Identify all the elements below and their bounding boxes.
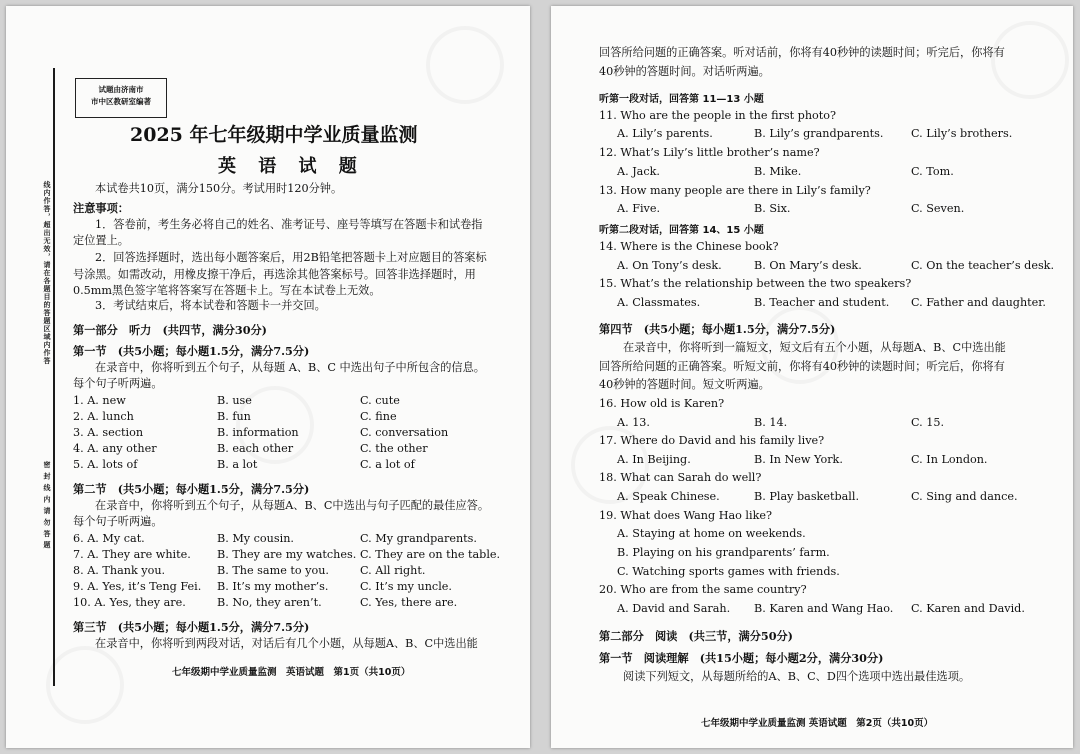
option-c: C. They are on the table. bbox=[360, 548, 501, 561]
option-c: C. Father and daughter. bbox=[911, 296, 1046, 309]
continued-instruction: 40秒钟的答题时间。对话听两遍。 bbox=[599, 65, 770, 78]
note-line: 2．回答选择题时，选出每小题答案后，用2B铅笔把答题卡上对应题目的答案标 bbox=[95, 251, 487, 264]
exam-page-1 bbox=[6, 6, 530, 748]
option-c: C. cute bbox=[360, 394, 400, 407]
option-a: A. Classmates. bbox=[617, 296, 701, 309]
option-a: 3. A. section bbox=[73, 426, 144, 439]
option-b: B. They are my watches. bbox=[217, 548, 357, 561]
option-a: 5. A. lots of bbox=[73, 458, 138, 471]
option-c: C. 15. bbox=[911, 416, 945, 429]
option-b: B. Karen and Wang Hao. bbox=[754, 602, 894, 615]
option-b: B. Play basketball. bbox=[754, 490, 859, 503]
question-13: 13. How many people are there in Lily’s family? bbox=[599, 184, 871, 197]
watermark-icon bbox=[426, 26, 504, 104]
option-b: B. a lot bbox=[217, 458, 258, 471]
option-c: C. My grandparents. bbox=[360, 532, 477, 545]
option-a: A. Five. bbox=[617, 202, 661, 215]
option-c: C. fine bbox=[360, 410, 397, 423]
exam-page-2 bbox=[551, 6, 1073, 748]
option-b: B. The same to you. bbox=[217, 564, 329, 577]
option-c: C. Seven. bbox=[911, 202, 965, 215]
section1-title: 第一节 (共5小题；每小题1.5分，满分7.5分) bbox=[73, 344, 310, 358]
option-a: A. Lily’s parents. bbox=[617, 127, 713, 140]
section2-title: 第二节 (共5小题；每小题1.5分，满分7.5分) bbox=[73, 482, 310, 496]
option-b: B. each other bbox=[217, 442, 294, 455]
option-b: B. No, they aren’t. bbox=[217, 596, 322, 609]
option-a: 10. A. Yes, they are. bbox=[73, 596, 186, 609]
option-b: B. use bbox=[217, 394, 252, 407]
section4-title: 第四节 (共5小题；每小题1.5分，满分7.5分) bbox=[599, 322, 836, 336]
notes-title: 注意事项： bbox=[73, 201, 129, 215]
continued-instruction: 回答所给问题的正确答案。听对话前，你将有40秒钟的读题时间；听完后，你将有 bbox=[599, 46, 1005, 59]
option-a: 9. A. Yes, it’s Teng Fei. bbox=[73, 580, 202, 593]
option-b: B. On Mary’s desk. bbox=[754, 259, 862, 272]
option-a: A. 13. bbox=[617, 416, 650, 429]
question-15: 15. What’s the relationship between the two speakers? bbox=[599, 277, 912, 290]
option-a: A. Speak Chinese. bbox=[617, 490, 720, 503]
watermark-icon bbox=[46, 646, 124, 724]
question-11: 11. Who are the people in the first photo? bbox=[599, 109, 837, 122]
option-b: B. Playing on his grandparents’ farm. bbox=[617, 546, 830, 559]
option-c: C. Tom. bbox=[911, 165, 954, 178]
note-line: 0.5mm黑色签字笔将答案写在答题卡上。写在本试卷上无效。 bbox=[73, 284, 381, 297]
watermark-icon bbox=[991, 21, 1069, 99]
option-c: C. the other bbox=[360, 442, 428, 455]
question-18: 18. What can Sarah do well? bbox=[599, 471, 762, 484]
section3-instruction: 在录音中，你将听到两段对话，对话后有几个小题，从每题A、B、C中选出能 bbox=[95, 637, 478, 650]
page-footer: 七年级期中学业质量监测 英语试题 第1页（共10页） bbox=[172, 667, 411, 678]
option-c: C. It’s my uncle. bbox=[360, 580, 452, 593]
option-b: B. Six. bbox=[754, 202, 791, 215]
exam-title: 2025 年七年级期中学业质量监测 bbox=[130, 124, 418, 146]
binding-notice-bottom: 密 封 线 内 请 勿 答 题 bbox=[43, 461, 51, 550]
option-b: B. Mike. bbox=[754, 165, 802, 178]
option-a: A. In Beijing. bbox=[617, 453, 691, 466]
binding-notice-top: 线内作答，超出无效，请在各题目的答题区域内作答 bbox=[43, 181, 51, 365]
option-a: 6. A. My cat. bbox=[73, 532, 145, 545]
section4-instruction: 40秒钟的答题时间。短文听两遍。 bbox=[599, 378, 770, 391]
option-a: 2. A. lunch bbox=[73, 410, 134, 423]
option-a: A. Jack. bbox=[617, 165, 660, 178]
part2-section1-title: 第一节 阅读理解 (共15小题；每小题2分，满分30分) bbox=[599, 651, 884, 665]
option-b: B. My cousin. bbox=[217, 532, 294, 545]
section1-instruction: 每个句子听两遍。 bbox=[73, 377, 163, 390]
option-b: B. 14. bbox=[754, 416, 788, 429]
option-a: A. Staying at home on weekends. bbox=[617, 527, 806, 540]
option-c: C. Sing and dance. bbox=[911, 490, 1018, 503]
conversation1-heading: 听第一段对话，回答第 11—13 小题 bbox=[599, 94, 764, 105]
option-a: A. David and Sarah. bbox=[617, 602, 731, 615]
note-line: 1．答卷前，考生务必将自己的姓名、准考证号、座号等填写在答题卡和试卷指 bbox=[95, 218, 483, 231]
option-c: C. On the teacher’s desk. bbox=[911, 259, 1055, 272]
section3-title: 第三节 (共5小题；每小题1.5分，满分7.5分) bbox=[73, 620, 310, 634]
question-16: 16. How old is Karen? bbox=[599, 397, 725, 410]
option-c: C. In London. bbox=[911, 453, 988, 466]
option-b: B. fun bbox=[217, 410, 251, 423]
part2-title: 第二部分 阅读 (共三节，满分50分) bbox=[599, 629, 793, 643]
publisher-stamp: 试题由济南市 市中区教研室编著 bbox=[75, 78, 167, 118]
option-b: B. In New York. bbox=[754, 453, 843, 466]
binding-line bbox=[53, 68, 55, 686]
part2-instruction: 阅读下列短文，从每题所给的A、B、C、D四个选项中选出最佳选项。 bbox=[623, 670, 971, 683]
part1-title: 第一部分 听力 (共四节，满分30分) bbox=[73, 323, 267, 337]
option-c: C. a lot of bbox=[360, 458, 415, 471]
option-c: C. All right. bbox=[360, 564, 426, 577]
question-20: 20. Who are from the same country? bbox=[599, 583, 807, 596]
question-12: 12. What’s Lily’s little brother’s name? bbox=[599, 146, 820, 159]
option-a: 7. A. They are white. bbox=[73, 548, 191, 561]
option-c: C. conversation bbox=[360, 426, 449, 439]
section1-instruction: 在录音中，你将听到五个句子，从每题 A、B、C 中选出句子中所包含的信息。 bbox=[95, 361, 485, 374]
conversation2-heading: 听第二段对话，回答第 14、15 小题 bbox=[599, 225, 764, 236]
section2-instruction: 每个句子听两遍。 bbox=[73, 515, 163, 528]
option-b: B. Lily’s grandparents. bbox=[754, 127, 884, 140]
note-line: 3．考试结束后，将本试卷和答题卡一并交回。 bbox=[95, 299, 326, 312]
section4-instruction: 在录音中，你将听到一篇短文，短文后有五个小题，从每题A、B、C中选出能 bbox=[623, 341, 1006, 354]
option-b: B. It’s my mother’s. bbox=[217, 580, 329, 593]
option-b: B. information bbox=[217, 426, 299, 439]
option-c: C. Karen and David. bbox=[911, 602, 1025, 615]
option-b: B. Teacher and student. bbox=[754, 296, 890, 309]
note-line: 定位置上。 bbox=[73, 234, 129, 247]
option-a: A. On Tony’s desk. bbox=[617, 259, 722, 272]
question-19: 19. What does Wang Hao like? bbox=[599, 509, 772, 522]
question-17: 17. Where do David and his family live? bbox=[599, 434, 825, 447]
section4-instruction: 回答所给问题的正确答案。听短文前，你将有40秒钟的读题时间；听完后，你将有 bbox=[599, 360, 1005, 373]
question-14: 14. Where is the Chinese book? bbox=[599, 240, 779, 253]
option-c: C. Yes, there are. bbox=[360, 596, 458, 609]
option-c: C. Watching sports games with friends. bbox=[617, 565, 840, 578]
page-footer: 七年级期中学业质量监测 英语试题 第2页（共10页） bbox=[701, 718, 934, 729]
option-a: 8. A. Thank you. bbox=[73, 564, 166, 577]
option-a: 4. A. any other bbox=[73, 442, 157, 455]
option-c: C. Lily’s brothers. bbox=[911, 127, 1013, 140]
section2-instruction: 在录音中，你将听到五个句子，从每题A、B、C中选出与句子匹配的最佳应答。 bbox=[95, 499, 490, 512]
option-a: 1. A. new bbox=[73, 394, 126, 407]
note-line: 号涂黑。如需改动，用橡皮擦干净后，再选涂其他答案标号。回答非选择题时，用 bbox=[73, 268, 476, 281]
exam-subtitle: 英 语 试 题 bbox=[218, 156, 365, 177]
intro-text: 本试卷共10页，满分150分。考试用时120分钟。 bbox=[95, 182, 343, 195]
